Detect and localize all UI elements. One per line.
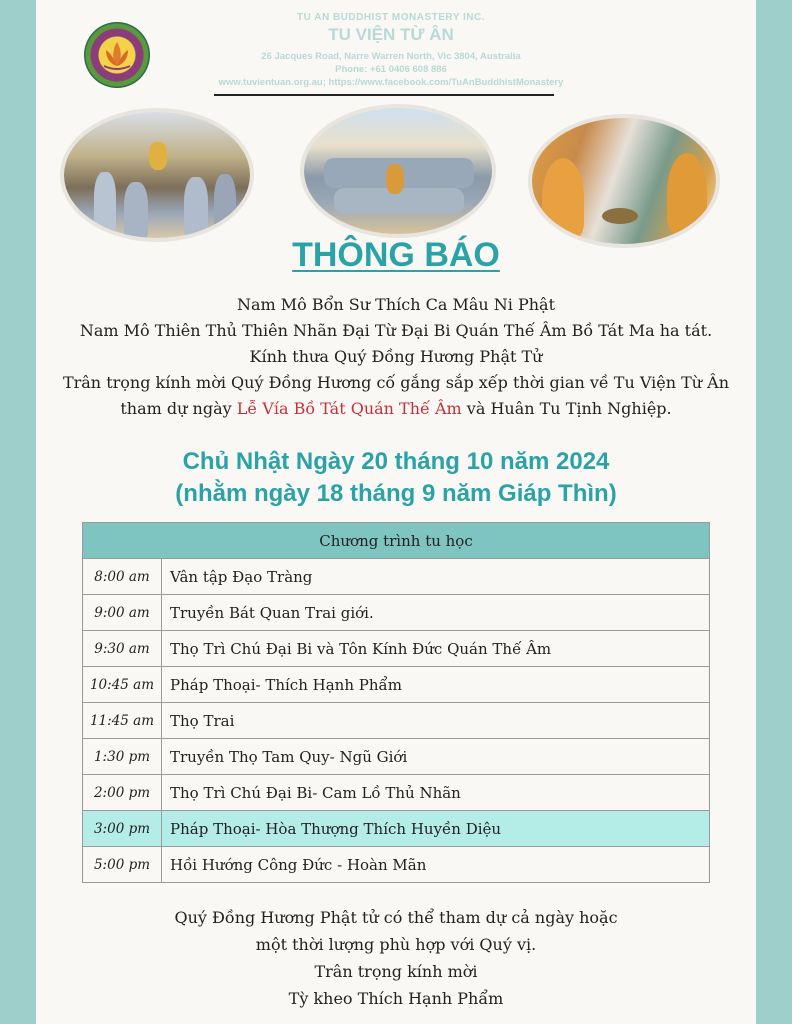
org-name-vi: TU VIỆN TỪ ÂN bbox=[328, 25, 454, 44]
lotus-icon bbox=[84, 22, 150, 88]
time-cell: 3:00 pm bbox=[83, 811, 162, 847]
table-row bbox=[83, 631, 710, 667]
time-cell: 9:00 am bbox=[83, 595, 162, 631]
time-cell: 2:00 pm bbox=[83, 775, 162, 811]
time-cell: 10:45 am bbox=[83, 667, 162, 703]
intro-text-segment: tham dự ngày bbox=[120, 399, 237, 418]
schedule-table bbox=[82, 522, 710, 883]
intro-line: Trân trọng kính mời Quý Đồng Hương cố gắng sắp xếp thời gian về Tu Viện Từ Ân bbox=[62, 373, 730, 392]
time-cell: 11:45 am bbox=[83, 703, 162, 739]
activity-cell: Vân tập Đạo Tràng bbox=[162, 559, 710, 595]
activity-cell: Thọ Trì Chú Đại Bi và Tôn Kính Đức Quán Thế Âm bbox=[162, 631, 710, 667]
photo-group bbox=[304, 108, 492, 234]
table-row bbox=[83, 559, 710, 595]
table-row bbox=[83, 739, 710, 775]
intro-line bbox=[36, 396, 756, 422]
activity-cell: Pháp Thoại- Hòa Thượng Thích Huyền Diệu bbox=[162, 811, 710, 847]
time-cell: 9:30 am bbox=[83, 631, 162, 667]
intro-text-segment: và Huân Tu Tịnh Nghiệp. bbox=[461, 399, 672, 418]
time-cell: 5:00 pm bbox=[83, 847, 162, 883]
closing-line: Quý Đồng Hương Phật tử có thể tham dự cả ngày hoặc bbox=[174, 908, 618, 927]
table-row bbox=[83, 595, 710, 631]
address: 26 Jacques Road, Narre Warren North, Vic 3804, Australia bbox=[261, 51, 521, 62]
closing-text bbox=[36, 904, 756, 1012]
date-line: Chủ Nhật Ngày 20 tháng 10 năm 2024 bbox=[182, 448, 610, 475]
activity-cell: Hồi Hướng Công Đức - Hoàn Mãn bbox=[162, 847, 710, 883]
org-name-en: TU AN BUDDHIST MONASTERY INC. bbox=[296, 12, 486, 23]
activity-cell: Thọ Trai bbox=[162, 703, 710, 739]
flyer-page bbox=[36, 0, 756, 1024]
table-row bbox=[83, 775, 710, 811]
event-name: Lễ Vía Bồ Tát Quán Thế Âm bbox=[236, 399, 462, 418]
activity-cell: Thọ Trì Chú Đại Bi- Cam Lồ Thủ Nhãn bbox=[162, 775, 710, 811]
photo-monks-meal bbox=[532, 118, 716, 244]
intro-line: Kính thưa Quý Đồng Hương Phật Tử bbox=[249, 347, 543, 366]
activity-cell: Truyền Thọ Tam Quy- Ngũ Giới bbox=[162, 739, 710, 775]
monastery-logo bbox=[84, 22, 150, 88]
phone: Phone: +61 0406 608 886 bbox=[335, 64, 447, 75]
photo-temple-hall bbox=[64, 112, 250, 238]
signature-line: Tỳ kheo Thích Hạnh Phẩm bbox=[288, 989, 504, 1008]
monastery-header bbox=[206, 12, 576, 88]
time-cell: 1:30 pm bbox=[83, 739, 162, 775]
event-date bbox=[36, 446, 756, 510]
lunar-date-line: (nhằm ngày 18 tháng 9 năm Giáp Thìn) bbox=[175, 480, 617, 507]
table-row-highlighted bbox=[83, 811, 710, 847]
table-row bbox=[83, 847, 710, 883]
table-row bbox=[83, 667, 710, 703]
activity-cell: Truyền Bát Quan Trai giới. bbox=[162, 595, 710, 631]
activity-cell: Pháp Thoại- Thích Hạnh Phẩm bbox=[162, 667, 710, 703]
intro-text bbox=[36, 292, 756, 422]
schedule-heading: Chương trình tu học bbox=[83, 523, 710, 559]
closing-line: một thời lượng phù hợp với Quý vị. bbox=[255, 935, 537, 954]
closing-line: Trân trọng kính mời bbox=[314, 962, 478, 981]
intro-line: Nam Mô Thiên Thủ Thiên Nhãn Đại Từ Đại Bi Quán Thế Âm Bồ Tát Ma ha tát. bbox=[79, 321, 713, 340]
page-title: THÔNG BÁO bbox=[292, 236, 500, 274]
website-links: www.tuvientuan.org.au; https://www.facebook.com/TuAnBuddhistMonastery bbox=[218, 77, 564, 88]
intro-line: Nam Mô Bổn Sư Thích Ca Mâu Ni Phật bbox=[236, 295, 556, 314]
header-divider bbox=[214, 94, 554, 96]
time-cell: 8:00 am bbox=[83, 559, 162, 595]
table-row bbox=[83, 703, 710, 739]
